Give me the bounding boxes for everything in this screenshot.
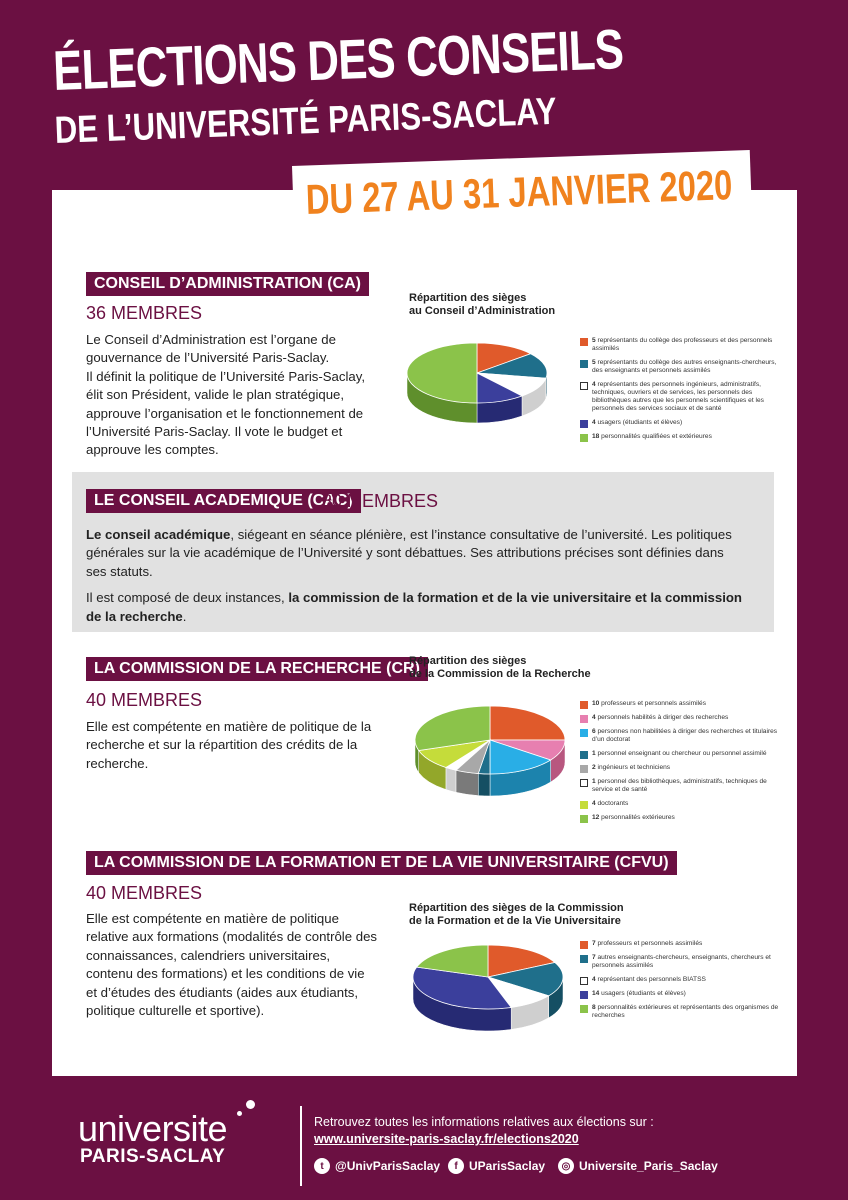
cr-legend-swatch (580, 751, 588, 759)
cr-legend-swatch (580, 815, 588, 823)
cr-legend-swatch (580, 729, 588, 737)
cr-chart-title: Répartition des sièges de la Commission de la Recherche (409, 655, 591, 680)
footer-divider (300, 1106, 302, 1186)
cac-paragraph-1: Le conseil académique, siégeant en séance plénière, est l’instance consultative de l’université. Les politiques générales sur la vie académique de l’Université y sont débattues. Ses attributions précises sont définies dans ses statuts. (86, 527, 732, 579)
cfvu-chart-title: Répartition des sièges de la Commission de la Formation et de la Vie Universitaire (409, 902, 624, 927)
cfvu-legend-swatch (580, 941, 588, 949)
cr-members: 40 MEMBRES (86, 690, 203, 710)
cac-members: 80 MEMBRES (322, 491, 439, 511)
cfvu-legend-swatch (580, 955, 588, 963)
cr-legend-item: 4 doctorants (580, 800, 780, 808)
cr-heading: LA COMMISSION DE LA RECHERCHE (CR) (86, 657, 428, 681)
instagram-link[interactable]: ◎ Universite_Paris_Saclay (558, 1158, 718, 1174)
logo-universite[interactable]: universite (78, 1108, 228, 1149)
cr-legend-item: 2 ingénieurs et techniciens (580, 764, 780, 772)
cr-legend-item: 12 personnalités extérieures (580, 814, 780, 822)
cr-legend-item: 1 personnel enseignant ou chercheur ou personnel assimilé (580, 750, 780, 758)
ca-legend-item: 18 personnalités qualifiées et extérieures (580, 433, 780, 441)
cac-paragraph-2: Il est composé de deux instances, la commission de la formation et de la vie universitaire et la commission de la recherche. (86, 590, 742, 624)
ca-chart-title: Répartition des sièges au Conseil d’Administration (409, 292, 556, 317)
cfvu-legend-swatch (580, 977, 588, 985)
cfvu-pie-chart (410, 940, 570, 1040)
ca-legend-item: 4 usagers (étudiants et élèves) (580, 419, 780, 427)
cr-slice-side (446, 768, 456, 793)
cfvu-legend-swatch (580, 1005, 588, 1013)
cfvu-legend-item: 14 usagers (étudiants et élèves) (580, 990, 780, 998)
cr-legend (580, 700, 780, 828)
ca-heading: CONSEIL D’ADMINISTRATION (CA) (86, 272, 369, 296)
twitter-link[interactable]: t @UnivParisSaclay (314, 1158, 440, 1174)
cr-pie-chart (412, 700, 572, 805)
instagram-icon: ◎ (558, 1158, 574, 1174)
cr-slice (490, 706, 565, 740)
cfvu-members: 40 MEMBRES (86, 883, 203, 903)
logo-dot-small (237, 1111, 242, 1116)
cr-legend-swatch (580, 715, 588, 723)
cr-legend-item: 1 personnel des bibliothèques, administratifs, techniques de service et de santé (580, 778, 780, 794)
cr-legend-item: 10 professeurs et personnels assimilés (580, 700, 780, 708)
cr-legend-swatch (580, 801, 588, 809)
ca-legend (580, 337, 780, 447)
elections-link[interactable]: www.universite-paris-saclay.fr/elections2020 (314, 1132, 579, 1146)
ca-paragraph-2: Il définit la politique de l’Université Paris-Saclay, élit son Président, valide le plan stratégique, approuve l’organisation et le fonctionnement de l’Université Paris-Saclay. Il vote le budget et approuve les comptes. (86, 368, 366, 458)
title-line-2: DE L’UNIVERSITÉ PARIS-SACLAY (54, 90, 558, 152)
ca-pie-chart (405, 335, 555, 435)
cfvu-legend-item: 8 personnalités extérieures et représentants des organismes de recherches (580, 1004, 780, 1020)
title-line-1: ÉLECTIONS DES CONSEILS (52, 17, 625, 102)
logo-paris-saclay: PARIS-SACLAY (80, 1146, 226, 1167)
facebook-link[interactable]: f UParisSaclay (448, 1158, 545, 1174)
cr-legend-swatch (580, 765, 588, 773)
cr-slice-side (456, 770, 478, 795)
ca-members: 36 MEMBRES (86, 303, 203, 323)
cfvu-legend (580, 940, 780, 1026)
ca-legend-item: 4 représentants des personnels ingénieurs, administratifs, techniques, ouvriers et de services, les personnels des bibliothèques autres que les personnels scientifiques et les personnels des services sociaux et de santé (580, 381, 780, 413)
cr-legend-item: 4 personnels habilités à diriger des recherches (580, 714, 780, 722)
cr-description: Elle est compétente en matière de politique de la recherche et sur la répartition des crédits de la recherche. (86, 719, 372, 771)
ca-legend-swatch (580, 382, 588, 390)
cac-heading: LE CONSEIL ACADEMIQUE (CAC) (86, 489, 361, 513)
cfvu-description: Elle est compétente en matière de politique relative aux formations (modalités de contrôle des connaissances, calendriers universitaires, contenu des formations) et les conditions de vie et d’études des étudiants (aides aux étudiants, politique culturelle et sportive). (86, 911, 378, 1019)
cr-legend-item: 6 personnes non habilitées à diriger des recherches et titulaires d’un doctorat (580, 728, 780, 744)
ca-legend-item: 5 représentants du collège des professeurs et des personnels assimilés (580, 337, 780, 353)
cfvu-heading: LA COMMISSION DE LA FORMATION ET DE LA VIE UNIVERSITAIRE (CFVU) (86, 851, 677, 875)
ca-description (86, 331, 376, 460)
cr-legend-swatch (580, 779, 588, 787)
ca-legend-swatch (580, 338, 588, 346)
facebook-icon: f (448, 1158, 464, 1174)
ca-paragraph-1: Le Conseil d’Administration est l’organe de gouvernance de l’Université Paris-Saclay. (86, 332, 336, 366)
cac-description (86, 526, 746, 626)
cr-legend-swatch (580, 701, 588, 709)
ca-legend-swatch (580, 360, 588, 368)
cr-slice-side (478, 774, 490, 796)
election-dates: DU 27 AU 31 JANVIER 2020 (305, 161, 734, 223)
ca-legend-swatch (580, 420, 588, 428)
logo-dot (246, 1100, 255, 1109)
cfvu-legend-item: 4 représentant des personnels BIATSS (580, 976, 780, 984)
cfvu-legend-item: 7 autres enseignants-chercheurs, enseignants, chercheurs et personnels assimilés (580, 954, 780, 970)
footer-info: Retrouvez toutes les informations relatives aux élections sur : (314, 1115, 654, 1129)
ca-legend-swatch (580, 434, 588, 442)
cfvu-legend-swatch (580, 991, 588, 999)
twitter-icon: t (314, 1158, 330, 1174)
cfvu-legend-item: 7 professeurs et personnels assimilés (580, 940, 780, 948)
ca-legend-item: 5 représentants du collège des autres enseignants-chercheurs, des enseignants et personnels assimilés (580, 359, 780, 375)
